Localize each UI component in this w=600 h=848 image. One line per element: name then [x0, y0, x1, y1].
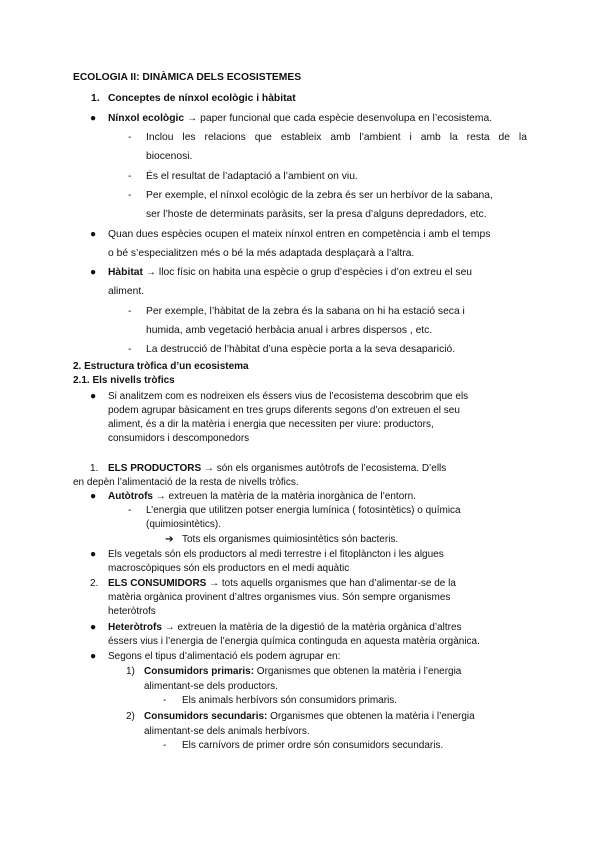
section-1-number: 1. — [91, 93, 100, 104]
niche-sub1-line1 — [146, 131, 527, 145]
producers-definition — [108, 462, 446, 476]
autotrophs-sub-line2: (quimiosintètics). — [146, 519, 222, 530]
consumers-number: 2. — [90, 578, 99, 589]
secondary-number: 2) — [126, 711, 135, 722]
niche-sub1-line2: biocenosi. — [146, 151, 193, 162]
dash-icon: - — [128, 505, 132, 516]
dash-icon: - — [128, 171, 132, 182]
intro-line4: consumidors i descomponedors — [108, 433, 250, 444]
niche-sub2: És el resultat de l’adaptació a l’ambient on viu. — [146, 171, 358, 182]
habitat-definition-line2: aliment. — [108, 286, 145, 297]
word: i — [409, 132, 412, 143]
habitat-def-text: → lloc físic on habita una espècie o grup d’espècies i d’on extreu el seu — [142, 267, 473, 278]
primary-example: Els animals herbívors són consumidors primaris. — [182, 695, 398, 706]
producers-term: ELS PRODUCTORS — [108, 463, 202, 474]
niche-def-text: → paper funcional que cada espècie desenvolupa en l’ecosistema. — [184, 113, 493, 124]
autotrophs-def-text: → extreuen la matèria de la matèria inorgànica de l’entorn. — [153, 491, 416, 502]
autotrophs-sub-line1: L’energia que utilitzen potser energia lumínica ( fotosintètics) o química — [146, 505, 461, 516]
word: que — [254, 132, 272, 143]
habitat-sub1-line2: humida, amb vegetació herbàcia anual i arbres dispersos , etc. — [146, 325, 433, 336]
section-2-1-heading: 2.1. Els nivells tròfics — [73, 375, 175, 386]
consumers-def-line3: heteròtrofs — [108, 606, 156, 617]
consumers-def-line2: matèria orgànica provinent d’altres organismes vius. Són sempre organismes — [108, 592, 451, 603]
consumers-definition — [108, 577, 456, 591]
secondary-def-text: Organismes que obtenen la matèria i l’energia — [267, 711, 475, 722]
word: la — [518, 132, 527, 143]
consumers-def-text: → tots aquells organismes que han d’alimentar-se de la — [206, 578, 456, 589]
heterotrophs-term: Heteròtrofs — [108, 622, 162, 633]
intro-line2: podem agrupar bàsicament en tres grups diferents segons d’on extreuen el seu — [108, 405, 460, 416]
dash-icon: - — [163, 740, 167, 751]
autotrophs-term: Autòtrofs — [108, 491, 153, 502]
secondary-consumers — [144, 710, 475, 724]
bullet-icon: ● — [90, 267, 97, 278]
heterotrophs-definition — [108, 621, 462, 635]
word: de — [498, 132, 510, 143]
dash-icon: - — [128, 132, 132, 143]
word: estableix — [280, 132, 322, 143]
bullet-icon: ● — [90, 391, 97, 402]
dash-icon: - — [128, 190, 132, 201]
producers-def-text: → són els organismes autòtrofs de l’ecosistema. D’ells — [201, 463, 447, 474]
dash-icon: - — [128, 344, 132, 355]
primary-def-line2: alimentant-se dels productors. — [144, 681, 278, 692]
primary-term: Consumidors primaris: — [144, 666, 255, 677]
word: l’ambient — [359, 132, 401, 143]
producers-number: 1. — [90, 463, 99, 474]
word: les — [182, 132, 196, 143]
secondary-def-line2: alimentant-se dels animals herbívors. — [144, 726, 310, 737]
section-2-heading: 2. Estructura tròfica d’un ecosistema — [73, 361, 249, 372]
word: resta — [466, 132, 490, 143]
vegetals-line1: Els vegetals són els productors al medi terrestre i el fitoplàncton i les algues — [108, 549, 444, 560]
secondary-term: Consumidors secundaris: — [144, 711, 268, 722]
niche-sub3-line1: Per exemple, el nínxol ecològic de la zebra és ser un herbívor de la sabana, — [146, 190, 493, 201]
niche-sub3-line2: ser l’hoste de determinats paràsits, ser la presa d’alguns depredadors, etc. — [146, 209, 487, 220]
feeding-types-intro: Segons el tipus d’alimentació els podem agrupar en: — [108, 651, 341, 662]
bullet-icon: ● — [90, 113, 97, 124]
habitat-sub1-line1: Per exemple, l’hàbitat de la zebra és la sabana on hi ha estació seca i — [146, 306, 465, 317]
consumers-term: ELS CONSUMIDORS — [108, 578, 207, 589]
bullet-icon: ● — [90, 549, 97, 560]
bullet-icon: ● — [90, 651, 97, 662]
dash-icon: - — [163, 695, 167, 706]
dash-icon: - — [128, 306, 132, 317]
competition-line1: Quan dues espècies ocupen el mateix nínxol entren en competència i amb el temps — [108, 229, 491, 240]
autotrophs-definition — [108, 490, 416, 504]
habitat-term: Hàbitat — [108, 267, 143, 278]
section-1-heading: Conceptes de nínxol ecològic i hàbitat — [108, 93, 296, 104]
word: la — [449, 132, 458, 143]
page-title: ECOLOGIA II: DINÀMICA DELS ECOSISTEMES — [73, 72, 302, 83]
word: relacions — [204, 132, 246, 143]
word: Inclou — [146, 132, 174, 143]
arrow-icon: ➔ — [165, 534, 174, 545]
intro-line3: aliment, és a dir la matèria i energia que necessiten per viure: productors, — [108, 419, 434, 430]
habitat-definition — [108, 266, 472, 280]
heterotrophs-def-text: → extreuen la matèria de la digestió de la matèria orgànica d’altres — [161, 622, 462, 633]
word: amb — [420, 132, 441, 143]
niche-definition — [108, 112, 492, 126]
primary-def-text: Organismes que obtenen la matèria i l’energia — [254, 666, 462, 677]
primary-consumers — [144, 665, 461, 679]
bullet-icon: ● — [90, 491, 97, 502]
competition-line2: o bé s’especialitzen més o bé la més adaptada desplaçarà a l’altra. — [108, 248, 415, 259]
bullet-icon: ● — [90, 622, 97, 633]
intro-line1: Si analitzem com es nodreixen els éssers vius de l’ecosistema descobrim que els — [108, 391, 469, 402]
word: amb — [330, 132, 351, 143]
vegetals-line2: macroscòpiques són els productors en el medi aquàtic — [108, 563, 350, 574]
secondary-example: Els carnívors de primer ordre són consumidors secundaris. — [182, 740, 444, 751]
bullet-icon: ● — [90, 229, 97, 240]
habitat-sub2: La destrucció de l’hàbitat d’una espècie porta a la seva desaparició. — [146, 344, 456, 355]
niche-term: Nínxol ecològic — [108, 113, 185, 124]
producers-def-line2: en depèn l’alimentació de la resta de nivells tròfics. — [73, 477, 299, 488]
chemosynthetic-note: Tots els organismes quimiosintètics són bacteris. — [182, 534, 399, 545]
heterotrophs-def-line2: éssers vius i l’energia de l’energia química continguda en aquesta matèria orgànica. — [108, 636, 480, 647]
primary-number: 1) — [126, 666, 135, 677]
